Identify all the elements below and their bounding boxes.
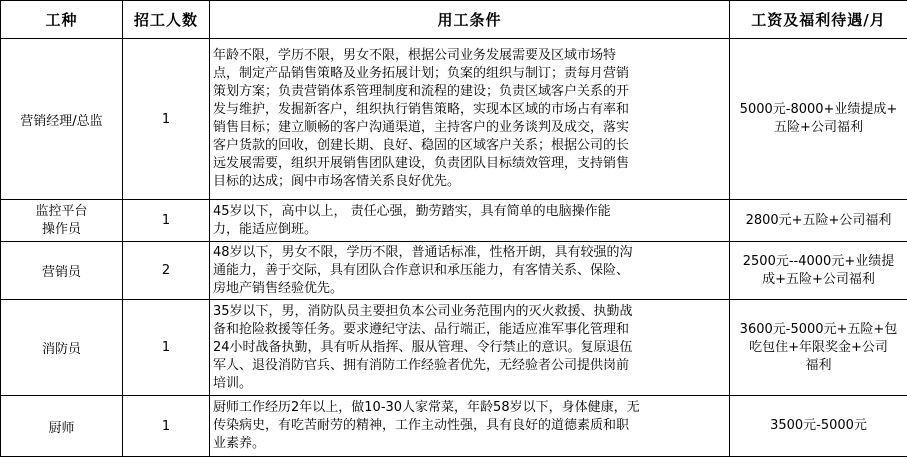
- job-conditions: 厨师工作经历2年以上，做10-30人家常菜，年龄58岁以下，身体健康，无 传染病史，有吃苦耐劳的精神，工作主动性强，具有良好的道德素质和职 业素养。: [210, 396, 730, 457]
- job-conditions: 年龄不限，学历不限，男女不限，根据公司业务发展需要及区域市场特 点，制定产品销售策略及业务拓展计划；负案的组织与制订；责每月营销 策划方案；负责营销体系管理制度和流程的建设；负责区域客户关系的开 发与维护，发掘新客户，组织执行销售策略，实现本区域的市场占有率和 销售目标；建立顺畅的客户沟通渠道，主持客户的业务谈判及成交，落实 客户货款的回收，创建长期、良好、稳固的区域客户关系；根据公司的长 远发展需要，组织开展销售团队建设，负责团队目标绩效管理，支持销售 目标的达成；阆中市场客情关系良好优先。: [210, 39, 730, 200]
- job-title: 营销员: [1, 242, 123, 300]
- table-row: [1, 200, 907, 242]
- hire-count: 1: [123, 200, 210, 242]
- pay-benefits: 2500元--4000元+业绩提 成+五险+公司福利: [730, 242, 907, 300]
- hire-count: 1: [123, 39, 210, 200]
- header-job: 工种: [1, 1, 123, 39]
- job-conditions: 35岁以下，男，消防队员主要担负本公司业务范围内的灭火救援、执勤战 备和抢险救援等任务。要求遵纪守法、品行端正，能适应准军事化管理和 24小时战备执勤，具有听从指挥、服从管理、令行禁止的意识。复原退伍 军人、退役消防官兵、拥有消防工作经验者优先，无经验者公司提供岗前 培训。: [210, 300, 730, 396]
- header-count: 招工人数: [123, 1, 210, 39]
- job-title: 监控平台 操作员: [1, 200, 123, 242]
- header-row: [1, 1, 907, 39]
- hire-count: 1: [123, 396, 210, 457]
- table-row: [1, 242, 907, 300]
- table-row: [1, 300, 907, 396]
- job-title: 厨师: [1, 396, 123, 457]
- job-title: 消防员: [1, 300, 123, 396]
- header-conditions: 用工条件: [210, 1, 730, 39]
- pay-benefits: 3600元-5000元+五险+包 吃包住+年限奖金+公司 福利: [730, 300, 907, 396]
- hire-count: 1: [123, 300, 210, 396]
- table-row: [1, 396, 907, 457]
- job-conditions: 45岁以下，高中以上， 责任心强，勤劳踏实，具有简单的电脑操作能 力，能适应倒班。: [210, 200, 730, 242]
- table-row: [1, 39, 907, 200]
- job-title: 营销经理/总监: [1, 39, 123, 200]
- hire-count: 2: [123, 242, 210, 300]
- pay-benefits: 5000元-8000+业绩提成+ 五险+公司福利: [730, 39, 907, 200]
- job-conditions: 48岁以下，男女不限，学历不限，普通话标准，性格开朗，具有较强的沟 通能力，善于交际，具有团队合作意识和承压能力，有客情关系、保险、 房地产销售经验优先。: [210, 242, 730, 300]
- pay-benefits: 3500元-5000元: [730, 396, 907, 457]
- header-pay: 工资及福利待遇/月: [730, 1, 907, 39]
- pay-benefits: 2800元+五险+公司福利: [730, 200, 907, 242]
